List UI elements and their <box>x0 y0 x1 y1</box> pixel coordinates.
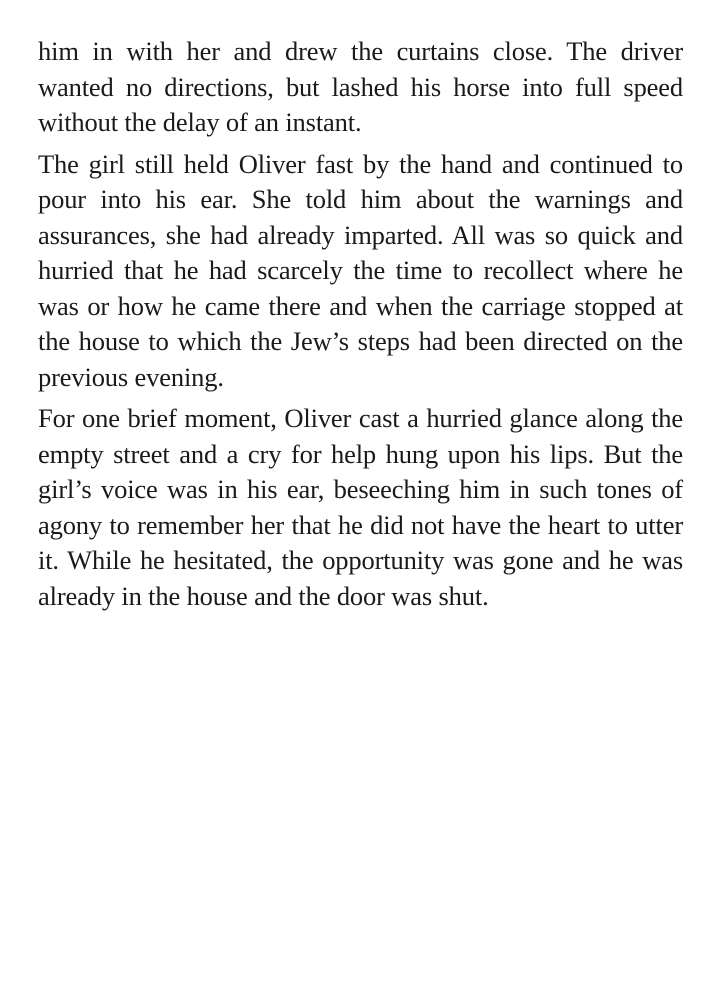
paragraph-girl-warnings: The girl still held Oliver fast by the hand and continued to pour into his ear. She told him about the warnings and assurances, she had already imparted. All was so quick and hurried that he had scarcely the time to recollect where he was or how he came there and when the carriage stopped at the house to which the Jew’s steps had been directed on the previous evening. <box>38 148 683 392</box>
book-page-text <box>38 34 683 620</box>
paragraph-carriage-departure: him in with her and drew the curtains close. The driver wanted no directions, but lashed his horse into full speed without the delay of an instant. <box>38 36 683 137</box>
paragraph-oliver-glance: For one brief moment, Oliver cast a hurried glance along the empty street and a cry for help hung upon his lips. But the girl’s voice was in his ear, beseeching him in such tones of agony to remember her that he did not have the heart to utter it. While he hesitated, the opportunity was gone and he was already in the house and the door was shut. <box>38 403 683 611</box>
